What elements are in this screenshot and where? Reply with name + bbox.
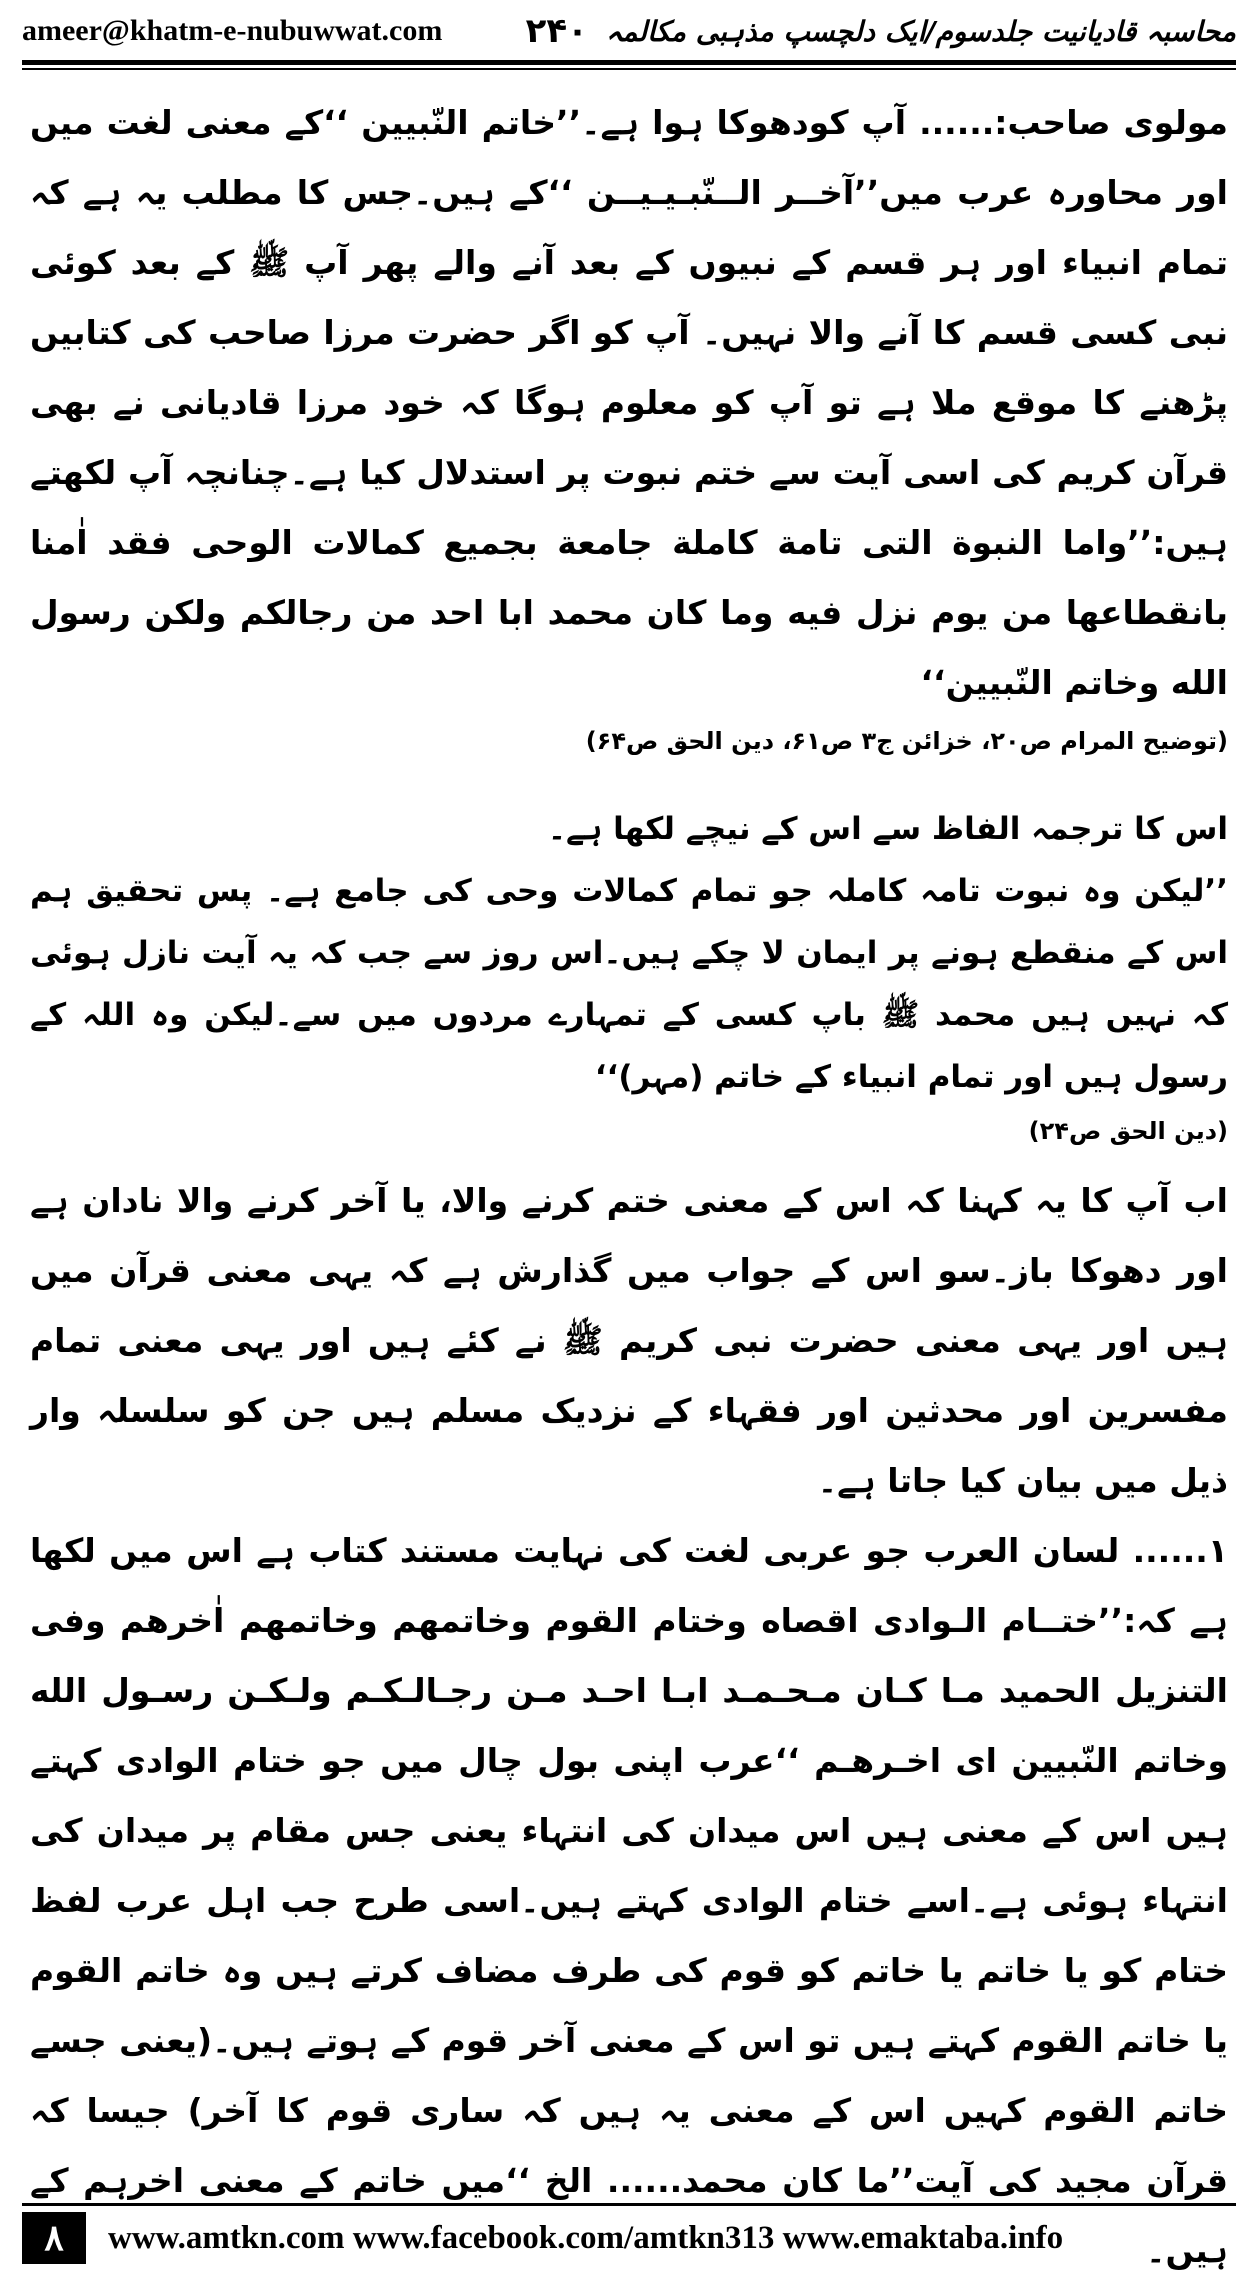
paragraph-response: اب آپ کا یہ کہنا کہ اس کے معنی ختم کرنے والا، یا آخر کرنے والا نادان ہے اور دھوکا باز۔سو اس کے جواب میں گذارش ہے کہ یہی معنی قرآن میں ہیں اور یہی معنی حضرت نبی کریم ﷺ نے کئے ہیں اور یہی معنی تمام مفسرین اور محدثین اور فقہاء کے نزدیک مسلم ہیں جن کو سلسلہ وار ذیل میں بیان کیا جاتا ہے۔ — [30, 1181, 1228, 1500]
header-email[interactable]: ameer@khatm-e-nubuwwat.com — [22, 14, 443, 47]
header-page-number: ۲۴۰ — [525, 11, 588, 51]
page-footer — [22, 2212, 1236, 2264]
book-title: محاسبہ قادیانیت جلدسوم/ایک دلچسپ مذہبی مکالمہ — [605, 14, 1236, 48]
reference-citation: (توضیح المرام ص۲۰، خزائن ج۳ ص۶۱، دین الحق ص۶۴) — [585, 727, 1228, 755]
header-title-group — [526, 11, 1236, 51]
paragraph-dialogue: مولوی صاحب:...... آپ کودھوکا ہوا ہے۔’’خاتم النّبیین ‘‘کے معنی لغت میں اور محاورہ عرب میں’’آخــر الــنّبـیـیــن ‘‘کے ہیں۔جس کا مطلب یہ ہے کہ تمام انبیاء اور ہر قسم کے نبیوں کے بعد آنے والے پھر آپ ﷺ کے بعد کوئی نبی کسی قسم کا آنے والا نہیں۔ آپ کو اگر حضرت مرزا صاحب کی کتابیں پڑھنے کا موقع ملا ہے تو آپ کو معلوم ہوگا کہ خود مرزا قادیانی نے بھی قرآن کریم کی اسی آیت سے ختم نبوت پر استدلال کیا ہے۔چنانچہ آپ لکھتے ہیں:’’واما النبوة التی تامة کاملة جامعة بجمیع کمالات الوحی فقد اٰمنا بانقطاعها من یوم نزل فیه وما کان محمد ابا احد من رجالکم ولکن رسول الله وخاتم النّبیین‘‘ — [30, 103, 1228, 702]
header-rule-thin — [22, 68, 1236, 70]
reference-citation: (دین الحق ص۲۴) — [1028, 1117, 1228, 1145]
paragraph-translation: ’’لیکن وہ نبوت تامہ کاملہ جو تمام کمالات وحی کی جامع ہے۔ پس تحقیق ہم اس کے منقطع ہونے پر ایمان لا چکے ہیں۔اس روز سے جب کہ یہ آیت نازل ہوئی کہ نہیں ہیں محمد ﷺ باپ کسی کے تمہارے مردوں میں سے۔لیکن وہ اللہ کے رسول ہیں اور تمام انبیاء کے خاتم (مہر)‘‘ — [30, 873, 1228, 1095]
header-rule — [22, 60, 1236, 65]
footer-links[interactable]: www.amtkn.com www.facebook.com/amtkn313 www.emaktaba.info — [108, 2219, 1064, 2256]
paragraph-translation-intro: اس کا ترجمہ الفاظ سے اس کے نیچے لکھا ہے۔ — [547, 811, 1228, 847]
footer-rule — [22, 2203, 1236, 2206]
paragraph-lisan-al-arab: ۱...... لسان العرب جو عربی لغت کی نہایت مستند کتاب ہے اس میں لکھا ہے کہ:’’ختــام الـوادی اقصاه وختام القوم وخاتمهم وخاتمهم اٰخرهم وفی التنزیل الحمید مـا کـان مـحـمـد ابـا احـد مـن رجـالـکـم ولـکـن رسـول الله وخاتم النّبیین ای اخـرهـم ‘‘عرب اپنی بول چال میں جو ختام الوادی کہتے ہیں اس کے معنی ہیں اس میدان کی انتہاء یعنی جس مقام پر میدان کی انتہاء ہوئی ہے۔اسے ختام الوادی کہتے ہیں۔اسی طرح جب اہل عرب لفظ ختام کو یا خاتم یا خاتم کو قوم کی طرف مضاف کرتے ہیں وہ خاتم القوم یا خاتم القوم کہتے ہیں تو اس کے معنی آخر قوم کے ہوتے ہیں۔(یعنی جسے خاتم القوم کہیں اس کے معنی یہ ہیں کہ ساری قوم کا آخر) جیسا کہ قرآن مجید کی آیت’’ما کان محمد...... الخ ‘‘میں خاتم کے معنی اخرہم کے ہیں۔ — [30, 1531, 1228, 2270]
footer-page-number: ۸ — [22, 2212, 86, 2264]
page-header — [22, 6, 1236, 56]
